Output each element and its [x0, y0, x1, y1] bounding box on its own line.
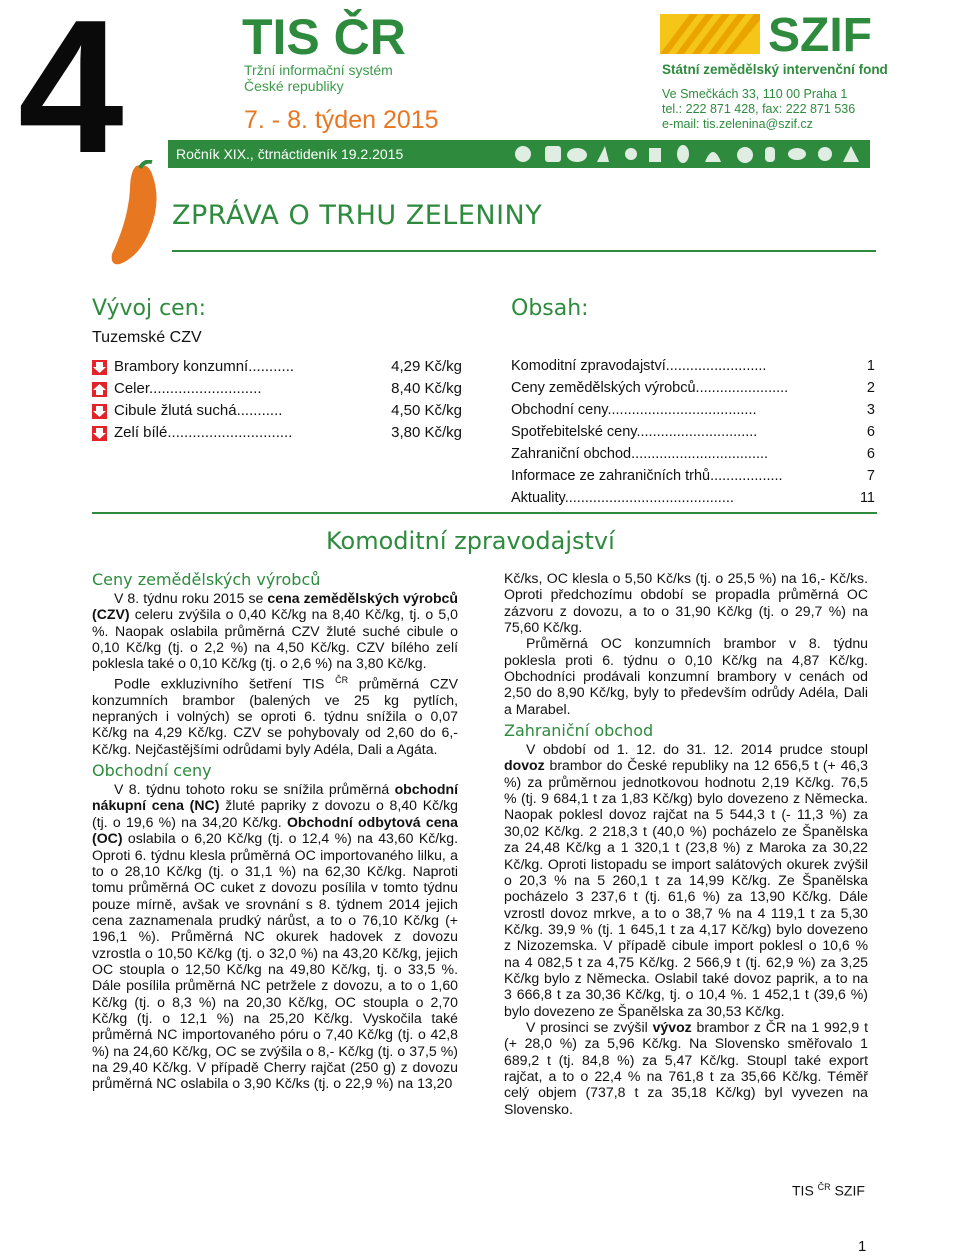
section-heading-ceny: Ceny zemědělských výrobců: [92, 570, 321, 589]
toc-item[interactable]: Ceny zemědělských výrobců....................... 2: [511, 380, 875, 396]
paragraph: Průměrná OC konzumních brambor v 8. týdnu poklesla proti 6. týdnu o 0,10 Kč/kg na 4,87 Kč/kg. Obchodníci prodávali konzumní brambory v cenách od 2,50 do 8,90 Kč/kg, byly to především odrůdy Adéla, Dali a Marabel.: [504, 635, 868, 717]
toc-item[interactable]: Zahraniční obchod.................................. 6: [511, 446, 875, 462]
price-value: 4,29 Kč/kg: [391, 358, 462, 375]
contact-address: [662, 87, 855, 131]
volume-info: Ročník XIX., čtrnáctideník 19.2.2015: [176, 146, 404, 162]
paragraph: Kč/ks, OC klesla o 5,50 Kč/ks (tj. o 25,5 %) na 16,- Kč/ks. Oproti předchozímu období se propadla průměrná OC zázvoru z dovozu, a to o 31,90 Kč/kg (tj. o 29,7 %) na 75,60 Kč/kg.: [504, 570, 868, 636]
price-row: [92, 358, 462, 380]
arrow-down-icon: [92, 404, 107, 419]
arrow-up-icon: [92, 382, 107, 397]
toc-heading: Obsah:: [511, 296, 589, 321]
page-number: 1: [858, 1238, 867, 1255]
toc-item[interactable]: Spotřebitelské ceny.............................. 6: [511, 424, 875, 440]
toc-item[interactable]: Komoditní zpravodajství......................... 1: [511, 358, 875, 374]
tis-logo-title: TIS ČR: [242, 9, 406, 65]
toc-item[interactable]: Informace ze zahraničních trhů.................. 7: [511, 468, 875, 484]
section-divider: [92, 512, 877, 514]
szif-full-name: Státní zemědělský intervenční fond: [662, 62, 888, 77]
price-row: [92, 424, 462, 446]
szif-logo-name: SZIF: [768, 9, 872, 62]
prices-subheading: Tuzemské CZV: [92, 329, 202, 346]
section-heading-obchodni: Obchodní ceny: [92, 761, 212, 781]
paragraph: V 8. týdnu tohoto roku se snížila průměrná obchodní nákupní cena (NC) žluté papriky z dovozu o 8,40 Kč/kg (tj. o 19,6 %) na 34,20 Kč/kg. Obchodní odbytová cena (OC) oslabila o 6,20 Kč/kg (tj. o 12,4 %) na 43,60 Kč/kg. Oproti 6. týdnu klesla průměrná OC importovaného lilku, a to o 28,10 Kč/kg (tj. o 31,1 %) na 62,30 Kč/kg. Naproti tomu průměrná OC cuket z dovozu posílila v tomto týdnu pouze mírně, avšak ve srovnání s 8. týdnem 2014 jejich cena zaznamenala prudký nárůst, a to o 76,10 Kč/kg (+ 196,1 %). Průměrná NC okurek hadovek z dovozu vzrostla o 10,50 Kč/kg (tj. o 32,0 %) na 43,20 Kč/kg, jejich OC stoupla o 12,50 Kč/kg na 49,80 Kč/kg, tj. o 33,5 %. Dále posílila průměrná NC petržele z dovozu, a to o 1,60 Kč/kg (tj. o 8,3 %) na 20,30 Kč/kg, OC stoupla o 2,70 Kč/kg (tj. o 12,1 %) na 25,20 Kč/kg. Vyskočila také průměrná NC importovaného póru o 7,40 Kč/kg (tj. o 42,8 %) na 24,60 Kč/kg, OC se zvýšila o 8,- Kč/kg (tj. o 37,5 %) na 29,40 Kč/kg. V případě Cherry rajčat (250 g) z dovozu průměrná NC oslabila o 3,90 Kč/ks (tj. o 22,9 %) na 13,20: [92, 781, 459, 1092]
main-heading: Komoditní zpravodajství: [326, 527, 615, 555]
price-value: 8,40 Kč/kg: [391, 380, 462, 397]
phone-line: tel.: 222 871 428, fax: 222 871 536: [662, 101, 856, 116]
szif-field-logo: [660, 14, 760, 54]
right-column: [504, 570, 868, 1117]
paragraph: Podle exkluzivního šetření TIS $^{ČR}$ průměrná CZV konzumních brambor (balených ve 25 kg pytlích, nepraných i volných) se oproti 6. týdnu snížila o 0,07 Kč/kg na 4,29 Kč/kg. CZV se pohybovaly od 2,60 do 6,- Kč/kg. Nejčastějšími odrůdami byly Adéla, Dali a Agáta.: [92, 674, 458, 757]
report-title: ZPRÁVA O TRHU ZELENINY: [172, 200, 543, 231]
signature: TIS $^{ČR}$ SZIF: [792, 1182, 865, 1199]
price-value: 4,50 Kč/kg: [391, 402, 462, 419]
price-row: [92, 402, 462, 424]
price-commodity: Zelí bílé..............................: [114, 424, 293, 441]
paragraph: V 8. týdnu roku 2015 se cena zemědělských výrobců (CZV) celeru zvýšila o 0,40 Kč/kg na 8,40 Kč/kg, tj. o 5,0 %. Naopak oslabila průměrná CZV žluté suché cibule o 0,10 Kč/kg (tj. o 2,2 %) na 4,50 Kč/kg. CZV bílého zelí poklesla také o 0,10 Kč/kg (tj. o 2,6 %) na 3,80 Kč/kg.: [92, 590, 458, 672]
toc-item[interactable]: Aktuality.......................................... 11: [511, 490, 875, 506]
issue-week: 7. - 8. týden 2015: [244, 106, 439, 134]
toc-item[interactable]: Obchodní ceny..................................... 3: [511, 402, 875, 418]
section-heading-zahranicni: Zahraniční obchod: [504, 721, 654, 741]
title-divider: [172, 250, 876, 252]
arrow-down-icon: [92, 360, 107, 375]
paragraph: V období od 1. 12. do 31. 12. 2014 prudce stoupl dovoz brambor do České republiky na 12 656,5 t (+ 46,3 %) za průměrnou jednotkovou hodnotu 2,19 Kč/kg. 76,5 % (tj. 9 684,1 t za 1,83 Kč/kg) bylo dovezeno z Německa. Naopak poklesl dovoz rajčat na 5 544,3 t (- 11,3 %) za 30,02 Kč/kg. 2 218,3 t (40,0 %) pocházelo ze Španělska za 24,48 Kč/kg a 1 320,1 t (23,8 %) z Maroka za 30,22 Kč/kg. Oproti listopadu se import salátových okurek zvýšil o 20,3 % na 5 260,1 t za 14,99 Kč/kg. Ze Španělska pocházelo 3 237,6 t (tj. 61,6 %) za 13,90 Kč/kg. Dále vzrostl dovoz mrkve, a to o 38,7 % na 4 119,1 t za 5,30 Kč/kg. 39,9 % (tj. 1 645,1 t za 4,17 Kč/kg) bylo dovezeno z Nizozemska. V případě cibule import poklesl o 10,6 % na 4 082,5 t za 4,75 Kč/kg. 2 566,9 t (tj. 62,9 %) za 3,25 Kč/kg bylo z Německa. Oslabil také dovoz paprik, a to na 3 666,8 t za 30,36 Kč/kg, tj. o 10,4 %. 1 452,1 t (39,6 %) bylo dovezeno ze Španělska za 30,53 Kč/kg.: [504, 741, 868, 1019]
price-commodity: Celer...........................: [114, 380, 262, 397]
price-value: 3,80 Kč/kg: [391, 424, 462, 441]
prices-heading: Vývoj cen:: [92, 296, 207, 321]
address-line: Ve Smečkách 33, 110 00 Praha 1: [662, 87, 848, 101]
price-commodity: Cibule žlutá suchá...........: [114, 402, 283, 419]
left-column: [92, 568, 458, 1092]
price-commodity: Brambory konzumní...........: [114, 358, 295, 375]
pepper-logo: [100, 160, 170, 270]
price-row: [92, 380, 462, 402]
issue-number: 4: [18, 0, 118, 193]
tis-logo-subtitle: Tržní informační systém České republiky: [244, 62, 393, 95]
arrow-down-icon: [92, 426, 107, 441]
email-line: e-mail: tis.zelenina@szif.cz: [662, 116, 813, 131]
paragraph: V prosinci se zvýšil vývoz brambor z ČR na 1 992,9 t (+ 28,0 %) za 5,96 Kč/kg. Na Slovensko směřovalo 1 689,2 t (tj. 84,8 %) za 5,47 Kč/kg. Stoupl také export rajčat, a to o 22,4 % na 761,8 t za 35,66 Kč/kg. Téměř celý objem (737,8 t za 35,18 Kč/kg) byl vyvezen na Slovensko.: [504, 1018, 869, 1117]
product-icons: [505, 142, 870, 166]
